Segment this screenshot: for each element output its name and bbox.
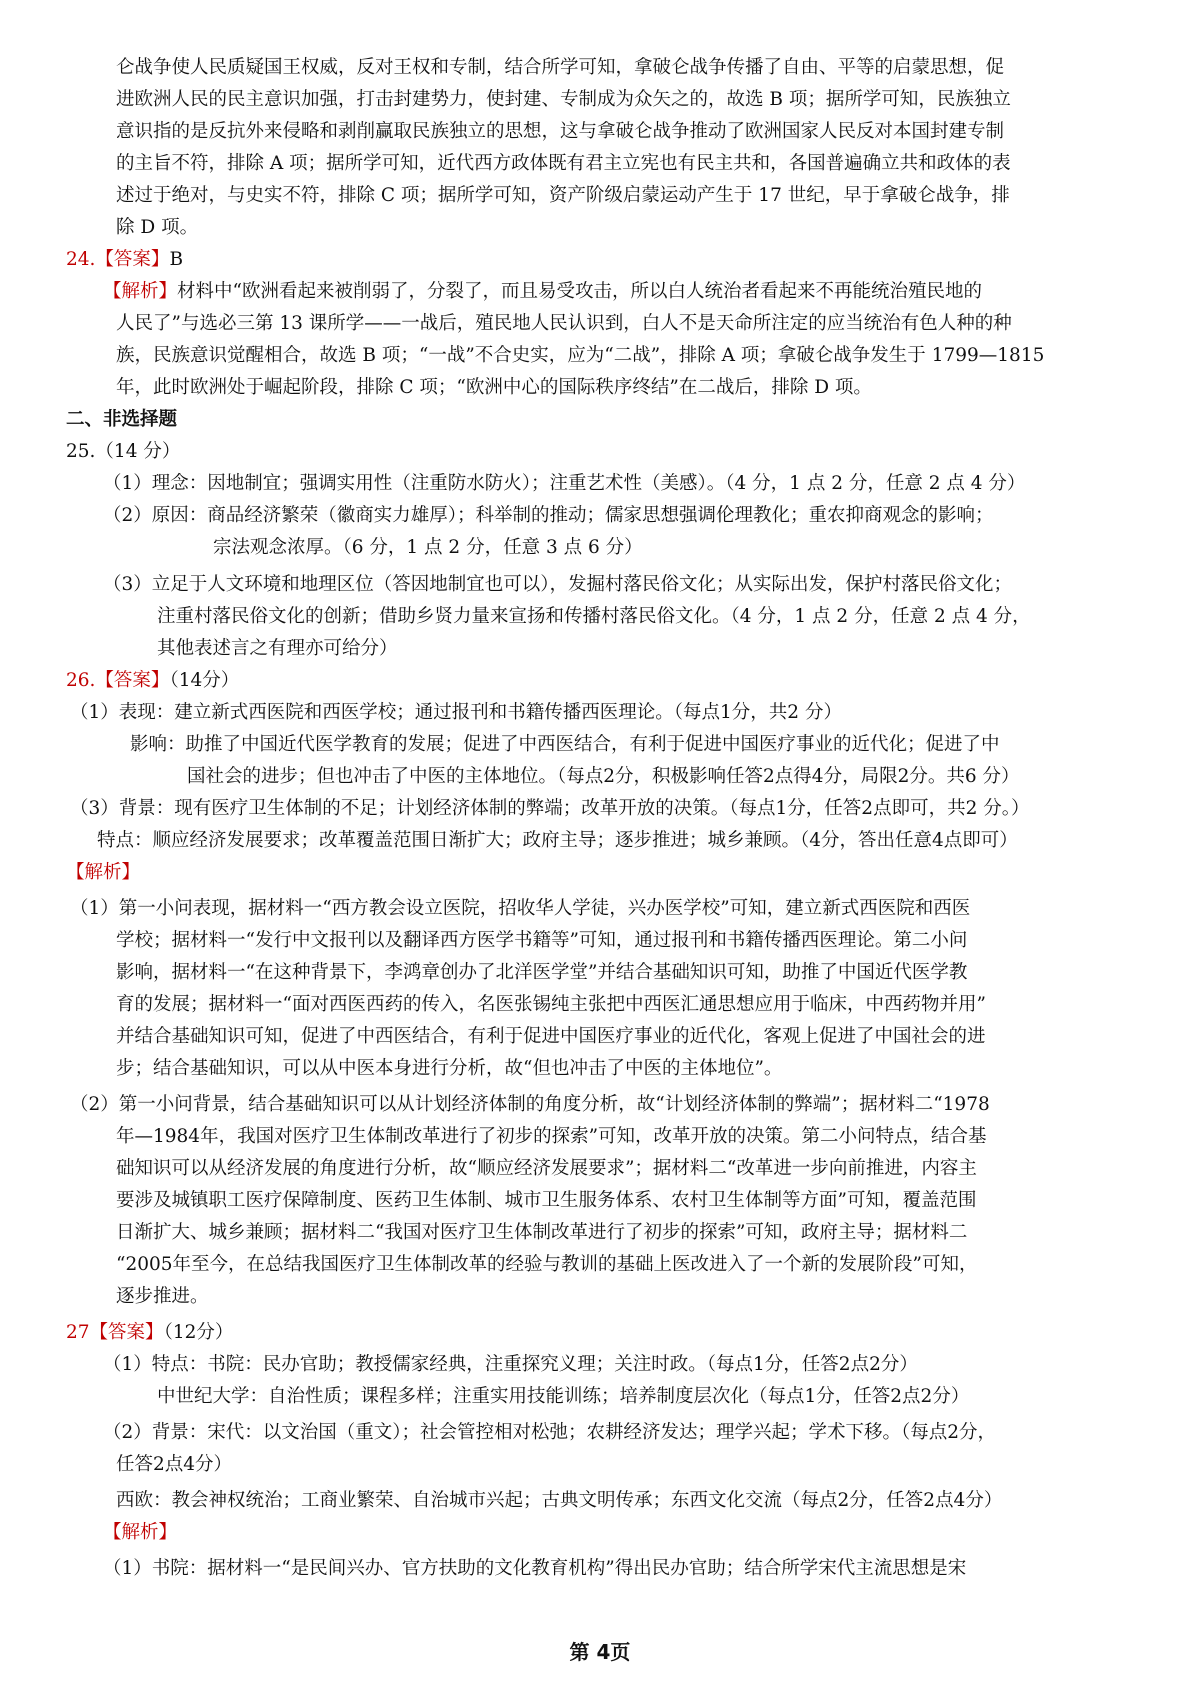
text-line: [66, 437, 180, 467]
line-text: 影响，据材料一“在这种背景下，李鸿章创办了北洋医学堂”并结合基础知识可知，助推了中国近代医学教: [116, 962, 968, 983]
text-line: [103, 1518, 177, 1548]
line-text: 注重村落民俗文化的创新；借助乡贤力量来宣扬和传播村落民俗文化。（4 分，1 点 2 分，任意 2 点 4 分，: [157, 606, 1031, 627]
line-text: （1）第一小问表现，据材料一“西方教会设立医院，招收华人学徒，兴办医学校”可知，建立新式西医院和西医: [70, 898, 971, 919]
text-line: [187, 762, 1020, 792]
text-line: [116, 117, 1004, 147]
text-line: [116, 1154, 977, 1184]
text-line: [116, 1218, 967, 1248]
section-heading: [66, 405, 177, 435]
text-line: [116, 85, 1011, 115]
answer-label: 【解析】: [103, 1522, 178, 1543]
line-text: 其他表述言之有理亦可给分）: [157, 638, 398, 659]
text-line: [103, 1418, 996, 1448]
text-line: [116, 958, 967, 988]
line-text: B: [169, 249, 184, 270]
text-line: [130, 730, 1000, 760]
text-line: [213, 533, 643, 563]
line-text: 意识指的是反抗外来侵略和剥削赢取民族独立的思想，这与拿破仑战争推动了欧洲国家人民反对本国封建专制: [116, 121, 1005, 142]
text-line: [116, 1054, 782, 1084]
line-text: （2）原因：商品经济繁荣（徽商实力雄厚）；科举制的推动；儒家思想强调伦理教化；重农抑商观念的影响；: [103, 505, 994, 526]
line-text: 步；结合基础知识，可以从中医本身进行分析，故“但也冲击了中医的主体地位”。: [116, 1058, 783, 1079]
line-text: 学校；据材料一“发行中文报刊以及翻译西方医学书籍等”可知，通过报刊和书籍传播西医理论。第二小问: [116, 930, 968, 951]
text-line: [103, 570, 1012, 600]
question-number: 24.: [66, 249, 96, 270]
text-line: [70, 894, 970, 924]
answer-label: 【答案】: [95, 249, 170, 270]
text-line: [103, 469, 1025, 499]
line-text: （3）背景：现有医疗卫生体制的不足；计划经济体制的弊端；改革开放的决策。（每点1分，任答2点即可，共2 分。）: [70, 798, 1030, 819]
line-text: 除 D 项。: [116, 217, 199, 238]
line-text: （1）书院：据材料一“是民间兴办、官方扶助的文化教育机构”得出民办官助；结合所学宋代主流思想是宋: [103, 1558, 967, 1579]
question-number: 26.: [66, 670, 96, 691]
text-line: [66, 666, 239, 696]
text-line: [116, 213, 198, 243]
text-line: [116, 1122, 987, 1152]
text-line: [157, 602, 1031, 632]
line-text: 育的发展；据材料一“面对西医西药的传入，名医张锡纯主张把中西医汇通思想应用于临床，中西药物并用”: [116, 994, 986, 1015]
line-text: 年，此时欧洲处于崛起阶段，排除 C 项；“欧洲中心的国际秩序终结”在二战后，排除 D 项。: [116, 377, 872, 398]
question-number: 27: [66, 1322, 90, 1343]
text-line: [157, 634, 398, 664]
text-line: [103, 1350, 918, 1380]
line-text: 影响：助推了中国近代医学教育的发展；促进了中西医结合，有利于促进中国医疗事业的近代化；促进了中: [130, 734, 1000, 755]
line-text: 25.（14 分）: [66, 441, 181, 462]
line-text: 国社会的进步；但也冲击了中医的主体地位。（每点2分，积极影响任答2点得4分，局限2分。共6 分）: [187, 766, 1020, 787]
page-number: 第 4页: [569, 1640, 631, 1664]
line-text: （2）第一小问背景，结合基础知识可以从计划经济体制的角度分析，故“计划经济体制的弊端”；据材料二“1978: [70, 1094, 990, 1115]
line-text: 任答2点4分）: [116, 1454, 233, 1475]
line-text: 并结合基础知识可知，促进了中西医结合，有利于促进中国医疗事业的近代化，客观上促进了中国社会的进: [116, 1026, 986, 1047]
line-text: 础知识可以从经济发展的角度进行分析，故“顺应经济发展要求”；据材料二“改革进一步向前推进，内容主: [116, 1158, 977, 1179]
answer-label: 【答案】: [95, 670, 170, 691]
line-text: （1）表现：建立新式西医院和西医学校；通过报刊和书籍传播西医理论。（每点1分，共2 分）: [70, 702, 842, 723]
text-line: [66, 245, 183, 275]
line-text: 的主旨不符，排除 A 项；据所学可知，近代西方政体既有君主立宪也有民主共和，各国普遍确立共和政体的表: [116, 153, 1011, 174]
line-text: 宗法观念浓厚。（6 分，1 点 2 分，任意 3 点 6 分）: [213, 537, 643, 558]
line-text: 要涉及城镇职工医疗保障制度、医药卫生体制、城市卫生服务体系、农村卫生体制等方面”可知，覆盖范围: [116, 1190, 977, 1211]
text-line: [116, 53, 1004, 83]
line-text: 西欧：教会神权统治；工商业繁荣、自治城市兴起；古典文明传承；东西文化交流（每点2分，任答2点4分）: [116, 1490, 1003, 1511]
text-line: [116, 149, 1011, 179]
text-line: [116, 1022, 986, 1052]
text-line: [97, 826, 1018, 856]
text-line: [157, 1382, 969, 1412]
line-text: 材料中“欧洲看起来被削弱了，分裂了，而且易受攻击，所以白人统治者看起来不再能统治殖民地的: [177, 281, 982, 302]
text-line: [116, 1282, 209, 1312]
line-text: 人民了”与选必三第 13 课所学——一战后，殖民地人民认识到，白人不是天命所注定的应当统治有色人种的种: [116, 313, 1012, 334]
text-line: [103, 277, 982, 307]
line-text: （1）理念：因地制宜；强调实用性（注重防水防火）；注重艺术性（美感）。（4 分，1 点 2 分，任意 2 点 4 分）: [103, 473, 1026, 494]
line-text: 族，民族意识觉醒相合，故选 B 项；“一战”不合史实，应为“二战”，排除 A 项；拿破仑战争发生于 1799—1815: [116, 345, 1045, 366]
line-text: 述过于绝对，与史实不符，排除 C 项；据所学可知，资产阶级启蒙运动产生于 17 世纪，早于拿破仑战争，排: [116, 185, 1010, 206]
answer-label: 【解析】: [66, 862, 141, 883]
text-line: [103, 501, 994, 531]
line-text: 进欧洲人民的民主意识加强，打击封建势力，使封建、专制成为众矢之的，故选 B 项；据所学可知，民族独立: [116, 89, 1011, 110]
answer-label: 【答案】: [89, 1322, 164, 1343]
line-text: “2005年至今，在总结我国医疗卫生体制改革的经验与教训的基础上医改进入了一个新的发展阶段”可知，: [116, 1254, 978, 1275]
line-text: 仑战争使人民质疑国王权威，反对王权和专制，结合所学可知，拿破仑战争传播了自由、平等的启蒙思想，促: [116, 57, 1005, 78]
text-line: [66, 858, 140, 888]
line-text: 特点：顺应经济发展要求；改革覆盖范围日渐扩大；政府主导；逐步推进；城乡兼顾。（4分，答出任意4点即可）: [97, 830, 1018, 851]
text-line: [116, 373, 872, 403]
line-text: （2）背景：宋代：以文治国（重文）；社会管控相对松弛；农耕经济发达；理学兴起；学术下移。（每点2分，: [103, 1422, 997, 1443]
text-line: [116, 1250, 978, 1280]
text-line: [66, 1318, 233, 1348]
text-line: [116, 341, 1044, 371]
text-line: [70, 794, 1029, 824]
line-text: 年—1984年，我国对医疗卫生体制改革进行了初步的探索”可知，改革开放的决策。第二小问特点，结合基: [116, 1126, 987, 1147]
line-text: 逐步推进。: [116, 1286, 209, 1307]
text-line: [116, 926, 967, 956]
text-line: [116, 1486, 1002, 1516]
answer-label: 【解析】: [103, 281, 178, 302]
text-line: [116, 1450, 232, 1480]
text-line: [70, 1090, 990, 1120]
line-text: （12分）: [163, 1322, 234, 1343]
text-line: [116, 990, 986, 1020]
line-text: （14分）: [169, 670, 240, 691]
text-line: [116, 1186, 976, 1216]
line-text: 日渐扩大、城乡兼顾；据材料二“我国对医疗卫生体制改革进行了初步的探索”可知，政府主导；据材料二: [116, 1222, 968, 1243]
text-line: [116, 309, 1012, 339]
text-line: [116, 181, 1010, 211]
text-line: [70, 698, 842, 728]
line-text: 二、非选择题: [66, 409, 178, 430]
line-text: （3）立足于人文环境和地理区位（答因地制宜也可以），发掘村落民俗文化；从实际出发，保护村落民俗文化；: [103, 574, 1013, 595]
line-text: （1）特点：书院：民办官助；教授儒家经典，注重探究义理；关注时政。（每点1分，任答2点2分）: [103, 1354, 918, 1375]
line-text: 中世纪大学：自治性质；课程多样；注重实用技能训练；培养制度层次化（每点1分，任答2点2分）: [157, 1386, 970, 1407]
text-line: [103, 1554, 966, 1584]
